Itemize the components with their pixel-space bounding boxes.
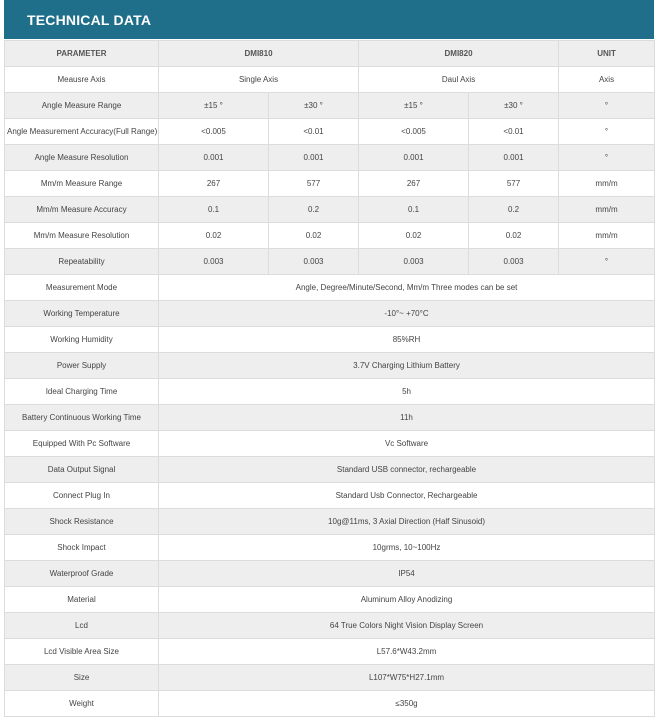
table-row [5, 353, 655, 379]
dmi810-value-cell: 0.001 [269, 145, 359, 171]
table-row [5, 223, 655, 249]
table-row [5, 665, 655, 691]
unit-cell: Axis [559, 67, 655, 93]
dmi810-value-cell: 0.2 [269, 197, 359, 223]
dmi820-value-cell: 0.02 [469, 223, 559, 249]
value-cell: IP54 [159, 561, 655, 587]
parameter-cell: Mm/m Measure Accuracy [5, 197, 159, 223]
table-row [5, 613, 655, 639]
unit-cell: ° [559, 93, 655, 119]
table-row [5, 93, 655, 119]
unit-cell: ° [559, 119, 655, 145]
value-cell: 3.7V Charging Lithium Battery [159, 353, 655, 379]
value-cell: 11h [159, 405, 655, 431]
dmi810-value-cell: 0.02 [269, 223, 359, 249]
dmi820-value-cell: <0.005 [359, 119, 469, 145]
column-header-dmi810: DMI810 [159, 41, 359, 67]
value-cell: 5h [159, 379, 655, 405]
table-row [5, 145, 655, 171]
value-cell: -10°~ +70°C [159, 301, 655, 327]
table-row [5, 249, 655, 275]
table-row [5, 275, 655, 301]
parameter-cell: Battery Continuous Working Time [5, 405, 159, 431]
value-cell: Vc Software [159, 431, 655, 457]
table-row [5, 301, 655, 327]
table-row [5, 197, 655, 223]
parameter-cell: Mm/m Measure Resolution [5, 223, 159, 249]
parameter-cell: Meausre Axis [5, 67, 159, 93]
value-cell: 64 True Colors Night Vision Display Screen [159, 613, 655, 639]
parameter-cell: Working Humidity [5, 327, 159, 353]
parameter-cell: Angle Measure Range [5, 93, 159, 119]
dmi820-value-cell: 0.003 [469, 249, 559, 275]
value-cell: 10g@11ms, 3 Axial Direction (Half Sinusoid) [159, 509, 655, 535]
table-row [5, 431, 655, 457]
table-row [5, 483, 655, 509]
value-cell: Standard Usb Connector, Rechargeable [159, 483, 655, 509]
dmi820-value-cell: 0.1 [359, 197, 469, 223]
table-row [5, 639, 655, 665]
value-cell: Standard USB connector, rechargeable [159, 457, 655, 483]
unit-cell: mm/m [559, 171, 655, 197]
value-cell: L107*W75*H27.1mm [159, 665, 655, 691]
table-row [5, 171, 655, 197]
parameter-cell: Repeatability [5, 249, 159, 275]
parameter-cell: Weight [5, 691, 159, 717]
dmi820-value-cell: 0.001 [359, 145, 469, 171]
parameter-cell: Working Temperature [5, 301, 159, 327]
technical-data-table [4, 40, 655, 717]
dmi810-value-cell: 267 [159, 171, 269, 197]
unit-cell: mm/m [559, 223, 655, 249]
unit-cell: ° [559, 145, 655, 171]
dmi810-value-cell: 577 [269, 171, 359, 197]
dmi820-value-cell: Daul Axis [359, 67, 559, 93]
parameter-cell: Ideal Charging Time [5, 379, 159, 405]
table-row [5, 457, 655, 483]
dmi810-value-cell: 0.001 [159, 145, 269, 171]
table-row [5, 535, 655, 561]
dmi820-value-cell: 0.02 [359, 223, 469, 249]
value-cell: Angle, Degree/Minute/Second, Mm/m Three modes can be set [159, 275, 655, 301]
dmi810-value-cell: ±30 ° [269, 93, 359, 119]
parameter-cell: Connect Plug In [5, 483, 159, 509]
unit-cell: mm/m [559, 197, 655, 223]
table-row [5, 587, 655, 613]
dmi820-value-cell: ±30 ° [469, 93, 559, 119]
table-row [5, 509, 655, 535]
page-title: TECHNICAL DATA [4, 0, 654, 39]
dmi810-value-cell: 0.02 [159, 223, 269, 249]
table-row [5, 379, 655, 405]
dmi820-value-cell: <0.01 [469, 119, 559, 145]
dmi820-value-cell: 267 [359, 171, 469, 197]
parameter-cell: Measurement Mode [5, 275, 159, 301]
parameter-cell: Angle Measurement Accuracy(Full Range) [5, 119, 159, 145]
dmi810-value-cell: <0.005 [159, 119, 269, 145]
parameter-cell: Shock Resistance [5, 509, 159, 535]
table-row [5, 405, 655, 431]
column-header-unit: UNIT [559, 41, 655, 67]
value-cell: L57.6*W43.2mm [159, 639, 655, 665]
dmi820-value-cell: 0.003 [359, 249, 469, 275]
value-cell: Aluminum Alloy Anodizing [159, 587, 655, 613]
dmi810-value-cell: 0.003 [159, 249, 269, 275]
parameter-cell: Power Supply [5, 353, 159, 379]
dmi810-value-cell: 0.1 [159, 197, 269, 223]
dmi820-value-cell: ±15 ° [359, 93, 469, 119]
parameter-cell: Lcd [5, 613, 159, 639]
table-row [5, 691, 655, 717]
parameter-cell: Mm/m Measure Range [5, 171, 159, 197]
value-cell: 85%RH [159, 327, 655, 353]
table-row [5, 67, 655, 93]
value-cell: 10grms, 10~100Hz [159, 535, 655, 561]
parameter-cell: Data Output Signal [5, 457, 159, 483]
dmi810-value-cell: 0.003 [269, 249, 359, 275]
column-header-parameter: PARAMETER [5, 41, 159, 67]
dmi810-value-cell: ±15 ° [159, 93, 269, 119]
parameter-cell: Lcd Visible Area Size [5, 639, 159, 665]
parameter-cell: Material [5, 587, 159, 613]
header-row [5, 41, 655, 67]
parameter-cell: Size [5, 665, 159, 691]
parameter-cell: Waterproof Grade [5, 561, 159, 587]
dmi820-value-cell: 577 [469, 171, 559, 197]
table-row [5, 119, 655, 145]
dmi820-value-cell: 0.001 [469, 145, 559, 171]
dmi810-value-cell: Single Axis [159, 67, 359, 93]
table-row [5, 561, 655, 587]
value-cell: ≤350g [159, 691, 655, 717]
dmi820-value-cell: 0.2 [469, 197, 559, 223]
dmi810-value-cell: <0.01 [269, 119, 359, 145]
parameter-cell: Angle Measure Resolution [5, 145, 159, 171]
parameter-cell: Equipped With Pc Software [5, 431, 159, 457]
unit-cell: ° [559, 249, 655, 275]
parameter-cell: Shock Impact [5, 535, 159, 561]
column-header-dmi820: DMI820 [359, 41, 559, 67]
table-row [5, 327, 655, 353]
